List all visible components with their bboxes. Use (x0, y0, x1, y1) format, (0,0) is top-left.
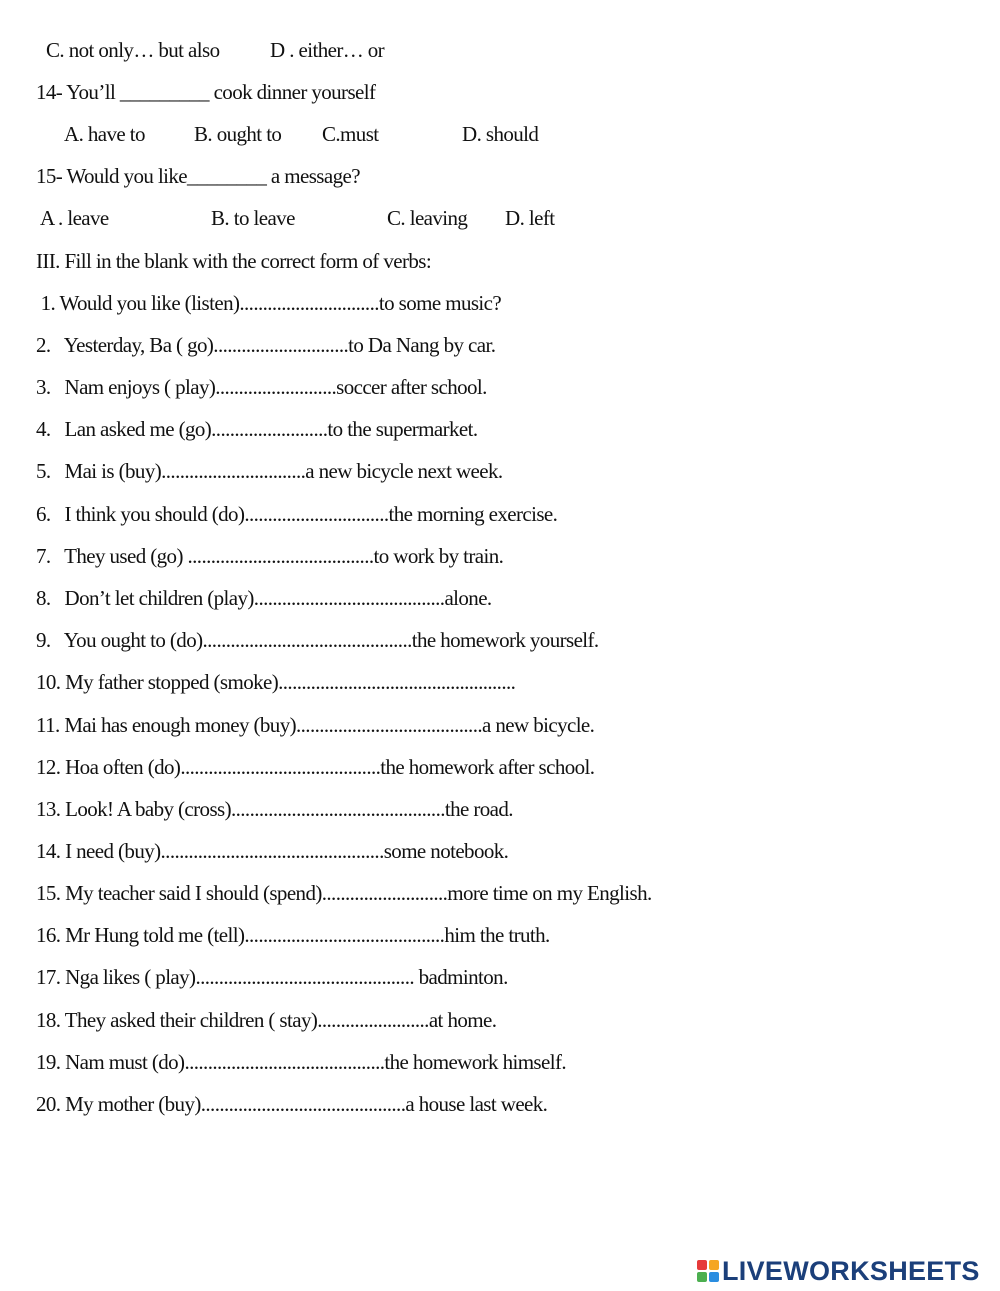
fill-item-19: 19. Nam must (do)...........................................the homework himself. (36, 1050, 567, 1074)
fill-item-11: 11. Mai has enough money (buy)........................................a new bicycle. (36, 713, 595, 737)
q14-option-a: A. have to (64, 122, 145, 146)
fill-item-13: 13. Look! A baby (cross)..............................................the road. (36, 797, 513, 821)
fill-item-17: 17. Nga likes ( play)............................................... badminton. (36, 965, 508, 989)
logo-blocks-icon (697, 1260, 719, 1282)
logo-text: LIVEWORKSHEETS (722, 1255, 980, 1286)
q15-option-d: D. left (505, 206, 555, 230)
fill-item-3: 3. Nam enjoys ( play)..........................soccer after school. (36, 375, 487, 399)
q15-option-a: A . leave (40, 206, 109, 230)
fill-item-7: 7. They used (go) ........................................to work by train. (36, 544, 504, 568)
section3-heading: III. Fill in the blank with the correct form of verbs: (36, 249, 432, 273)
q14-option-c: C.must (322, 122, 379, 146)
fill-item-8: 8. Don’t let children (play).........................................alone. (36, 586, 492, 610)
fill-item-20: 20. My mother (buy)............................................a house last week. (36, 1092, 548, 1116)
fill-item-2: 2. Yesterday, Ba ( go).............................to Da Nang by car. (36, 333, 496, 357)
logo-block (697, 1260, 707, 1270)
q14-option-d: D. should (462, 122, 539, 146)
fill-item-4: 4. Lan asked me (go).........................to the supermarket. (36, 417, 478, 441)
logo-block (709, 1272, 719, 1282)
q13-option-c: C. not only… but also (46, 38, 220, 62)
q15-option-c: C. leaving (387, 206, 468, 230)
fill-item-18: 18. They asked their children ( stay)........................at home. (36, 1008, 497, 1032)
fill-item-1: 1. Would you like (listen)..............................to some music? (36, 291, 502, 315)
q14-option-b: B. ought to (194, 122, 282, 146)
fill-item-12: 12. Hoa often (do)...........................................the homework after school. (36, 755, 595, 779)
q14-stem: 14- You’ll _________ cook dinner yourself (36, 80, 376, 104)
logo-block (709, 1260, 719, 1270)
q15-stem: 15- Would you like________ a message? (36, 164, 360, 188)
fill-item-9: 9. You ought to (do).............................................the homework yourself. (36, 628, 599, 652)
fill-item-6: 6. I think you should (do)...............................the morning exercise. (36, 502, 558, 526)
logo-block (697, 1272, 707, 1282)
fill-item-5: 5. Mai is (buy)...............................a new bicycle next week. (36, 459, 503, 483)
fill-item-16: 16. Mr Hung told me (tell)...........................................him the truth. (36, 923, 550, 947)
q13-option-d: D . either… or (270, 38, 385, 62)
fill-item-15: 15. My teacher said I should (spend)...........................more time on my English. (36, 881, 652, 905)
q15-option-b: B. to leave (211, 206, 295, 230)
liveworksheets-logo (697, 1256, 980, 1286)
fill-item-14: 14. I need (buy)................................................some notebook. (36, 839, 509, 863)
fill-item-10: 10. My father stopped (smoke)................................................... (36, 670, 516, 694)
